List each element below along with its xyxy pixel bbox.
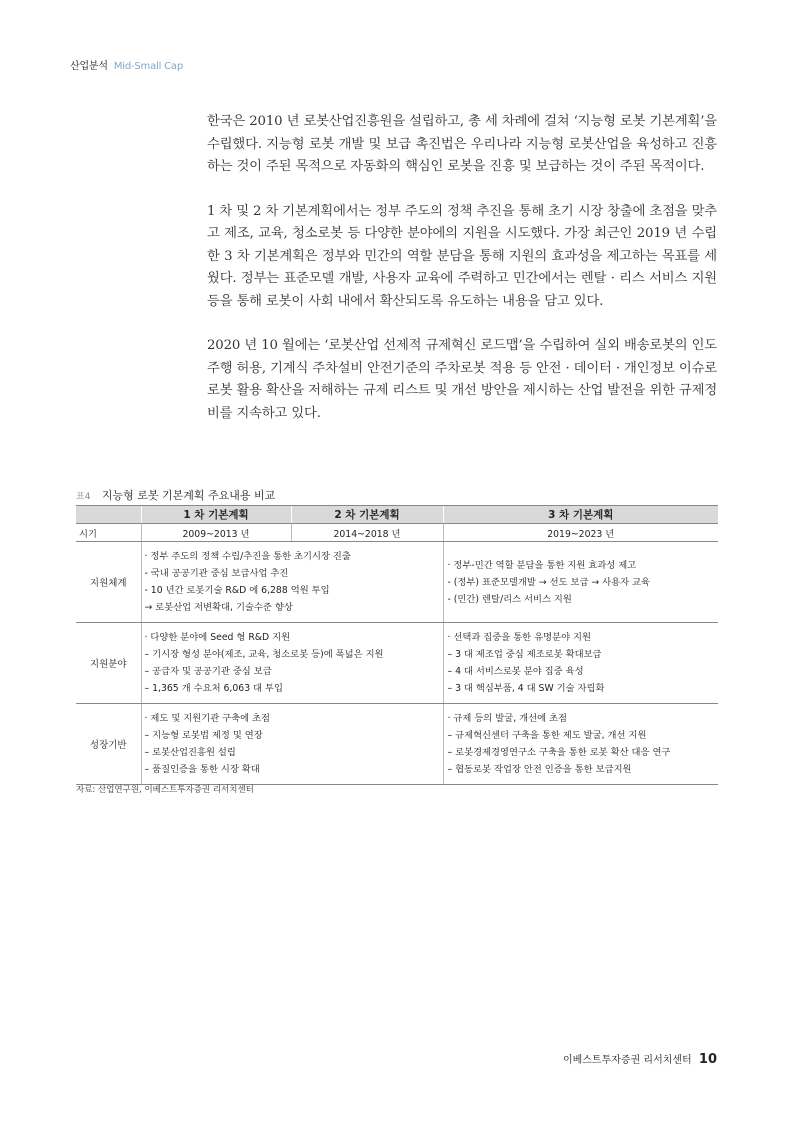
row-label: 지원체계 — [76, 542, 141, 623]
plan12-cell — [141, 704, 443, 785]
period-plan2: 2014~2018 년 — [291, 524, 443, 542]
table-number: 표4 — [76, 492, 91, 502]
cell-line: · 규제 등의 발굴, 개선에 초점 — [447, 713, 567, 724]
plan3-cell — [443, 542, 718, 623]
table-row — [76, 704, 718, 785]
table-row — [76, 623, 718, 704]
paragraph: 1 차 및 2 차 기본계획에서는 정부 주도의 정책 추진을 통해 초기 시장 창출에 초점을 맞추고 제조, 교육, 청소로봇 등 다양한 분야에의 지원을 시도했다. 가장 최근인 2019 년 수립한 3 차 기본계획은 정부와 민간의 역할 분담을 통해 지원의 효과성을 제고하는 목표를 세웠다. 정부는 표준모델 개발, 사용자 교육에 주력하고 민간에서는 렌탈 · 리스 서비스 지원 등을 통해 로봇이 사회 내에서 확산되도록 유도하는 내용을 담고 있다. — [207, 203, 717, 309]
cell-line: - 국내 공공기관 중심 보급사업 추진 — [144, 568, 289, 579]
header-cell-plan2: 2 차 기본계획 — [291, 506, 443, 524]
table-row — [76, 542, 718, 623]
row-label: 성장기반 — [76, 704, 141, 785]
period-label: 시기 — [76, 524, 141, 542]
page-header — [70, 57, 183, 72]
header-cell-plan1: 1 차 기본계획 — [141, 506, 291, 524]
cell-line: – 3 대 제조업 중심 제조로봇 확대보급 — [447, 649, 602, 660]
cell-line: – 협동로봇 작업장 안전 인증을 통한 보급지원 — [447, 764, 632, 775]
period-plan1: 2009~2013 년 — [141, 524, 291, 542]
header-subcategory: Mid-Small Cap — [113, 61, 184, 72]
cell-line: · 정부-민간 역할 분담을 통한 지원 효과성 제고 — [447, 559, 637, 571]
page-footer — [563, 1051, 717, 1067]
cell-line: – 3 대 핵심부품, 4 대 SW 기술 자립화 — [447, 683, 605, 694]
body-text — [207, 111, 717, 447]
cell-line: – 공급자 및 공공기관 중심 보급 — [144, 666, 272, 677]
cell-line: – 1,365 개 수요처 6,063 대 투입 — [144, 683, 283, 694]
cell-line: – 규제혁신센터 구축을 통한 제도 발굴, 개선 지원 — [447, 730, 647, 741]
cell-line: – 4 대 서비스로봇 분야 집중 육성 — [447, 666, 584, 677]
row-label: 지원분야 — [76, 623, 141, 704]
table-title: 지능형 로봇 기본계획 주요내용 비교 — [101, 489, 276, 502]
cell-line: – 로봇산업진흥원 설립 — [144, 747, 236, 758]
cell-line: – 품질인증을 통한 시장 확대 — [144, 764, 260, 775]
plan12-cell — [141, 542, 443, 623]
period-row — [76, 524, 718, 542]
paragraph: 2020 년 10 월에는 ‘로봇산업 선제적 규제혁신 로드맵’을 수립하여 실외 배송로봇의 인도주행 허용, 기계식 주차설비 안전기준의 주차로봇 적용 등 안전 · 데이터 · 개인정보 이슈로 로봇 활용 확산을 저해하는 규제 리스트 및 개선 방안을 제시하는 산업 발전을 위한 규제정비를 지속하고 있다. — [207, 338, 718, 421]
page-number: 10 — [698, 1052, 717, 1067]
cell-line: · 선택과 집중을 통한 유명분야 지원 — [447, 632, 591, 643]
plan12-cell — [141, 623, 443, 704]
cell-line: – 로봇경제경영연구소 구축을 통한 로봇 확산 대응 연구 — [447, 747, 671, 758]
header-cell-empty — [76, 506, 141, 524]
cell-line: - 10 년간 로봇기술 R&D 에 6,288 억원 투입 — [144, 585, 330, 596]
paragraph: 한국은 2010 년 로봇산업진흥원을 설립하고, 총 세 차례에 걸쳐 ‘지능형 로봇 기본계획’을 수립했다. 지능형 로봇 개발 및 보급 촉진법은 우리나라 지능형 로봇산업을 육성하고 진흥하는 것이 주된 목적으로 자동화의 핵심인 로봇을 진흥 및 보급하는 것이 주된 목적이다. — [207, 114, 717, 174]
footer-company: 이베스트투자증권 리서치센터 — [562, 1055, 692, 1066]
period-plan3: 2019~2023 년 — [443, 524, 718, 542]
table-caption — [76, 487, 275, 503]
cell-line: · 정부 주도의 정책 수립/추진을 통한 초기시장 진출 — [144, 551, 351, 562]
cell-line: · 제도 및 지원기관 구축에 초점 — [144, 713, 271, 724]
cell-line: – 지능형 로봇법 제정 및 연장 — [144, 730, 263, 741]
table-header-row — [76, 506, 718, 524]
table-source: 자료: 산업연구원, 이베스트투자증권 리서치센터 — [76, 785, 254, 795]
cell-line: – 기시장 형성 분야(제조, 교육, 청소로봇 등)에 폭넓은 지원 — [144, 649, 384, 660]
plan3-cell — [443, 623, 718, 704]
header-cell-plan3: 3 차 기본계획 — [443, 506, 718, 524]
cell-line: - (정부) 표준모델개발 → 선도 보급 → 사용자 교육 — [447, 576, 651, 588]
plan3-cell — [443, 704, 718, 785]
cell-line: - (민간) 렌탈/리스 서비스 지원 — [447, 593, 572, 605]
header-category: 산업분석 — [70, 61, 108, 72]
cell-line: · 다양한 분야에 Seed 형 R&D 지원 — [144, 632, 291, 643]
cell-line: → 로봇산업 저변확대, 기술수준 향상 — [144, 602, 293, 613]
plan-comparison-table — [76, 505, 718, 785]
